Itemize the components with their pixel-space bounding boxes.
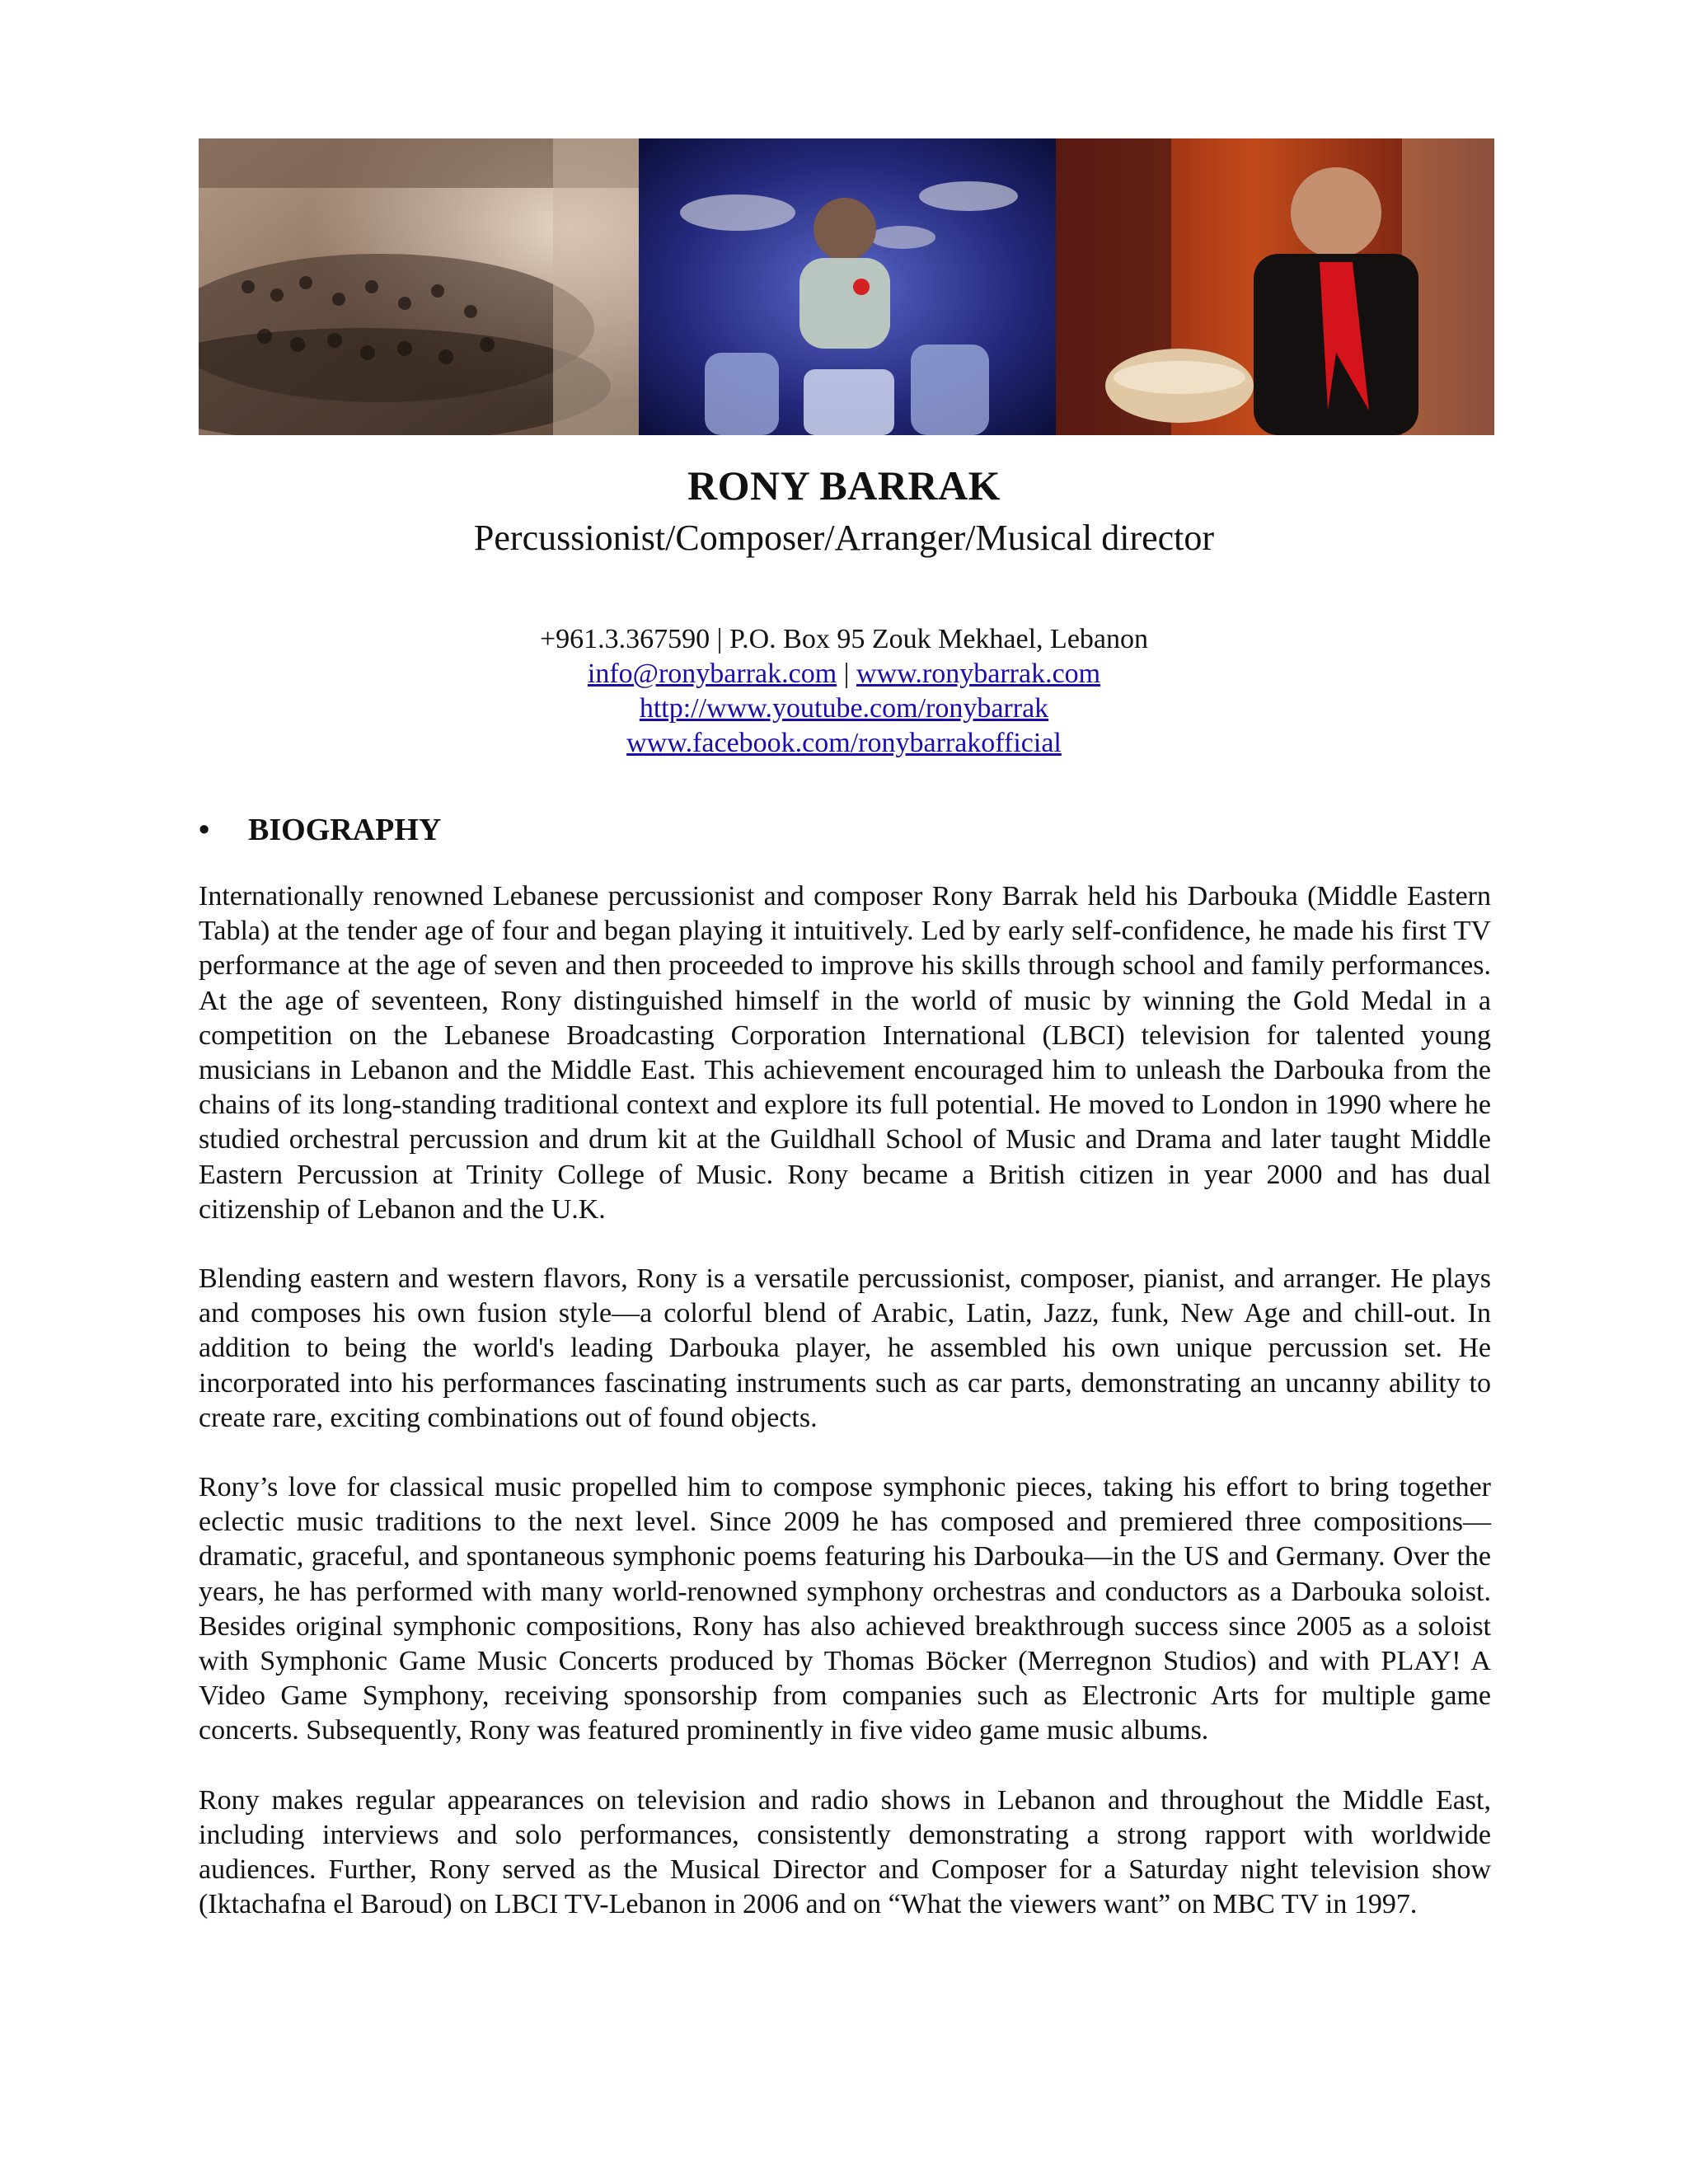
contact-block [0, 622, 1688, 761]
website-link[interactable]: www.ronybarrak.com [856, 658, 1101, 689]
header-banner [199, 138, 1494, 435]
page-title: RONY BARRAK [687, 462, 1001, 509]
biography-paragraph: Rony makes regular appearances on television and radio shows in Lebanon and throughout the Middle East, including interviews and solo performances, consistently demonstrating a strong rapport with worldwide audiences. Further, Rony served as the Musical Director and Composer for a Saturday night television show (Iktachafna el Baroud) on LBCI TV-Lebanon in 2006 and on “What the viewers want” on MBC TV in 1997. [199, 1784, 1491, 1920]
youtube-link[interactable]: http://www.youtube.com/ronybarrak [639, 693, 1049, 724]
orchestra-stage-photo [199, 138, 639, 435]
section-title: BIOGRAPHY [248, 813, 442, 847]
email-link[interactable]: info@ronybarrak.com [587, 658, 837, 689]
biography-paragraph: Rony’s love for classical music propelled him to compose symphonic pieces, taking his effort to bring together eclectic music traditions to the next level. Since 2009 he has composed and premiered three compositions—dramatic, graceful, and spontaneous symphonic poems featuring his Darbouka—in the US and Germany. Over the years, he has performed with many world-renowned symphony orchestras and conductors as a Darbouka soloist. Besides original symphonic compositions, Rony has also achieved breakthrough success since 2005 as a soloist with Symphonic Game Music Concerts produced by Thomas Böcker (Merregnon Studios) and with PLAY! A Video Game Symphony, receiving sponsorship from companies such as Electronic Arts for multiple game concerts. Subsequently, Rony was featured prominently in five video game music albums. [199, 1472, 1491, 1746]
email-website-line [0, 657, 1688, 691]
biography-paragraph: Internationally renowned Lebanese percussionist and composer Rony Barrak held his Darbouka (Middle Eastern Tabla) at the tender age of four and began playing it intuitively. Led by early self-confidence, he made his first TV performance at the age of seven and then proceeded to improve his skills through school and family performances. At the age of seventeen, Rony distinguished himself in the world of music by winning the Gold Medal in a competition on the Lebanese Broadcasting Corporation International (LBCI) television for talented young musicians in Lebanon and the Middle East. This achievement encouraged him to unleash the Darbouka from the chains of its long-standing traditional context and explore its full potential. He moved to London in 1990 where he studied orchestral percussion and drum kit at the Guildhall School of Music and Drama and later taught Middle Eastern Percussion at Trinity College of Music. Rony became a British citizen in year 2000 and has dual citizenship of Lebanon and the U.K. [199, 881, 1491, 1225]
phone-address: +961.3.367590 | P.O. Box 95 Zouk Mekhael, Lebanon [539, 624, 1149, 654]
drummer-performance-photo [639, 138, 1056, 435]
biography-heading [199, 812, 441, 848]
bullet-icon: • [199, 813, 210, 847]
biography-paragraph: Blending eastern and western flavors, Rony is a versatile percussionist, composer, pianist, and arranger. He plays and composes his own fusion style—a colorful blend of Arabic, Latin, Jazz, funk, New Age and chill-out. In addition to being the world's leading Darbouka player, he assembled his own unique percussion set. He incorporated into his performances fascinating instruments such as car parts, demonstrating an uncanny ability to create rare, exciting combinations out of found objects. [199, 1263, 1491, 1433]
biography-body [199, 879, 1491, 1957]
facebook-link[interactable]: www.facebook.com/ronybarrakofficial [626, 728, 1062, 758]
link-separator: | [837, 658, 856, 689]
darbouka-soloist-photo [1056, 138, 1494, 435]
page-subtitle: Percussionist/Composer/Arranger/Musical director [473, 518, 1215, 558]
